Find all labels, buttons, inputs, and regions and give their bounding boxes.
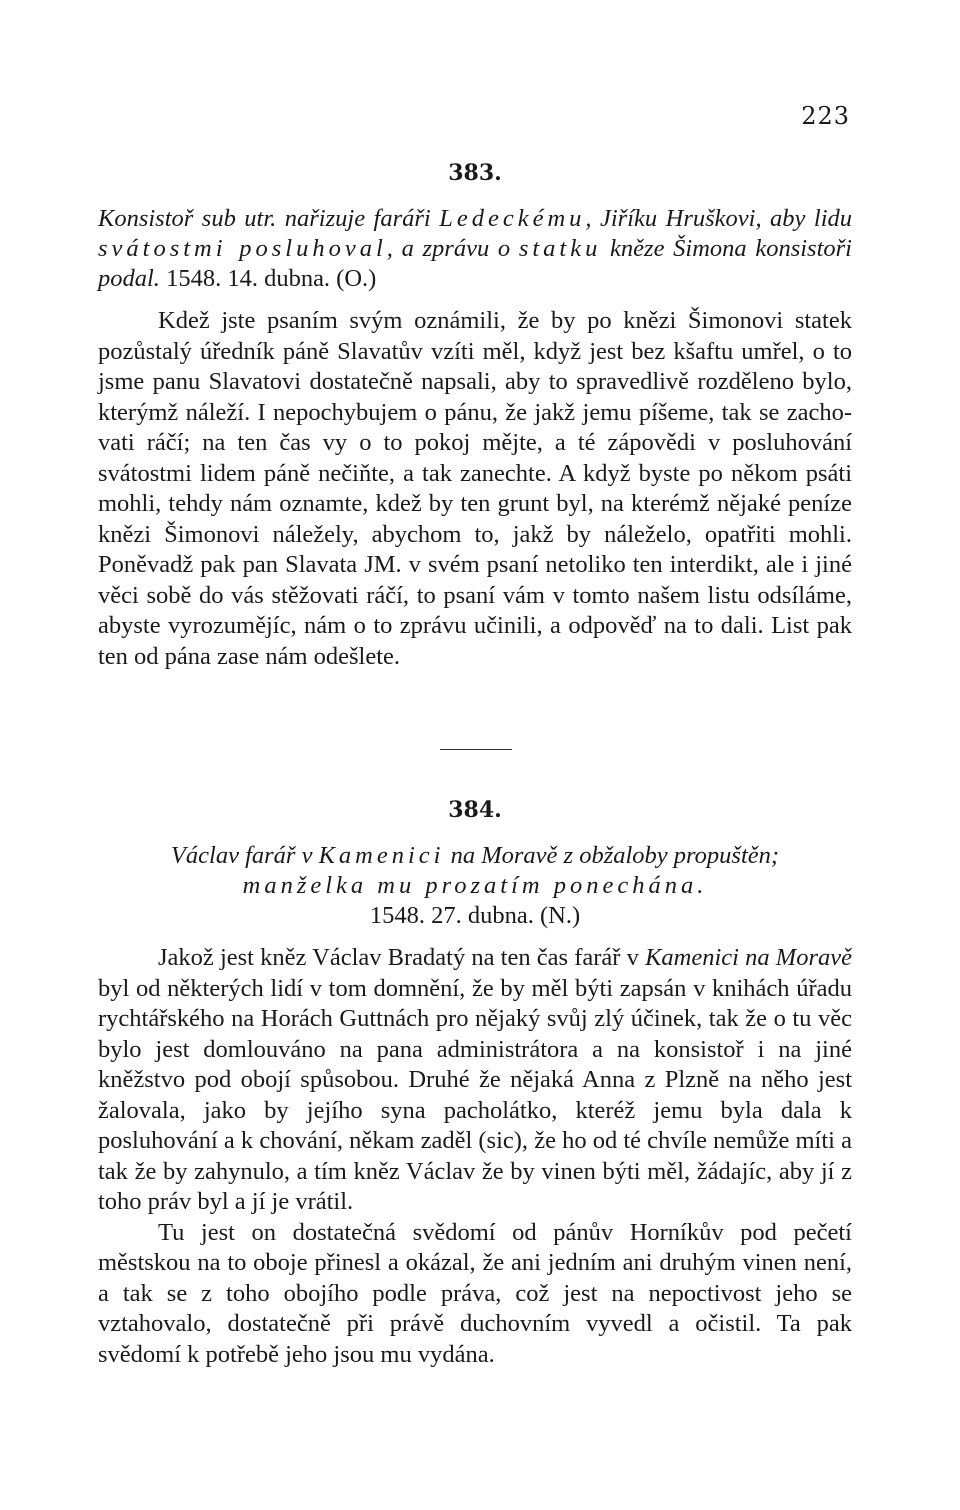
heading-spaced-text: statku <box>518 235 602 262</box>
page-number: 223 <box>801 102 850 130</box>
heading-spaced-text: Ledeckému <box>439 205 586 232</box>
heading-text: Konsistoř sub utr. nařizuje faráři <box>98 205 440 232</box>
heading-text: , Jiříku Hruškovi, aby lidu <box>585 205 852 232</box>
heading-spaced-text: svátostmi posluhoval <box>98 235 387 262</box>
heading-text: , a zprávu o <box>386 235 519 262</box>
heading-spaced-text: Kamenici <box>318 842 445 869</box>
heading-text: na Moravě z obžaloby propuštěn; <box>444 842 780 869</box>
document-384 <box>98 797 852 1370</box>
document-date: 1548. 27. dubna. (N.) <box>369 902 581 929</box>
body-paragraph: Tu jest on dostatečná svědomí od pánův Horníkův pod pečetí městskou na to oboje přinesl a okázal, že ani jedním ani druhým vinen není, a tak se z toho obojího podle práva, což jest na nepoctivost jeho se vztahovalo, dostatečně při právě duchovním vyvedl a očistil. Ta pak svědomí k potřebě jeho jsou mu vydána. <box>98 1218 852 1368</box>
document-number: 383. <box>448 160 502 186</box>
section-divider <box>440 749 512 750</box>
document-number: 384. <box>448 797 502 823</box>
document-heading <box>98 204 852 294</box>
document-subheading: manželka mu prozatím ponechána. <box>242 872 708 899</box>
document-heading <box>98 841 852 871</box>
paragraph-text: byl od některých lidí v tom domnění, že by měl býti zapsán v knihách úřadu rychtářského na Horách Guttnách pro nějaký svůj zlý účinek, tak že o tu věc bylo jest domlouváno na pana administrátora a na konsistoř i na jiné kněžstvo pod obojí spůsobou. Druhé že nějaká Anna z Plzně na něho jest žalovala, jako by jejího syna pacholátko, kteréž jemu byla dala k posluhování a k chování, někam zaděl (sic), že ho od té chvíle nemůže míti a tak že by zahynulo, a tím kněz Václav že by vinen býti měl, žádajíc, aby jí z toho práv byl a jí je vrátil. <box>98 974 852 1215</box>
heading-text: kněze Šimona konsistoři podal. <box>98 235 852 292</box>
body-paragraph: Kdež jste psaním svým oznámili, že by po knězi Šimonovi statek pozůstalý úředník páně Slavatův vzíti měl, když jest bez kšaftu umřel, o to jsme panu Slavatovi dostatečně napsali, aby to spravedlivě rozděleno bylo, kterýmž náleží. I nepochybujem o pánu, že jakž jemu píšeme, tak se zachovati ráčí; na ten čas vy o to pokoj mějte, a té zápovědi v posluhování svátostmi lidem páně nečiňte, a tak zanechte. A když byste po někom psáti mohli, tehdy nám oznamte, kdež by ten grunt byl, na kterémž nějaké peníze knězi Šimonovi náležely, abychom to, jakž by náleželo, opatřiti mohli. Poněvadž pak pan Slavata JM. v svém psaní netoliko ten interdikt, ale i jiné věci sobě do vás stěžovati ráčí, to psaní vám v tomto našem listu odsíláme, abyste vyrozumějíc, nám o to zprávu učinili, a odpověď na to dali. List pak ten od pána zase nám odešlete. <box>98 307 852 670</box>
heading-text: Václav farář v <box>170 842 319 869</box>
heading-date: 1548. 14. dubna. (O.) <box>159 265 377 292</box>
body-paragraph <box>98 943 852 1218</box>
paragraph-text: Jakož jest kněz Václav Bradatý na ten čas farář v <box>158 944 646 971</box>
place-name-italic: Kamenici na Moravě <box>645 944 852 971</box>
document-383 <box>98 160 852 672</box>
